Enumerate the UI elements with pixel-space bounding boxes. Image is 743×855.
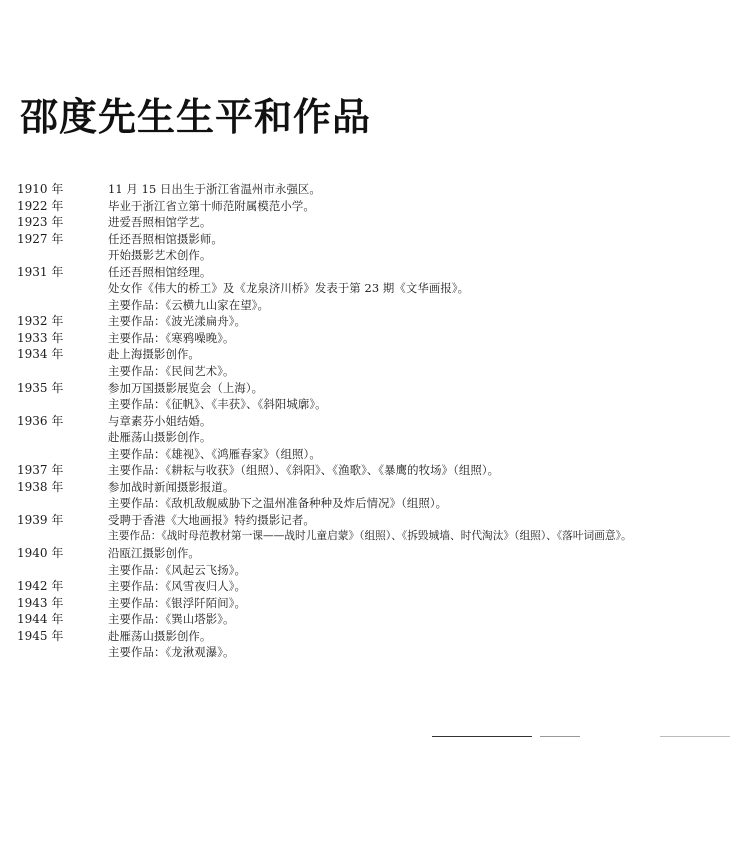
entry-text: 主要作品：《战时母范教材第一课——战时儿童启蒙》（组照）、《拆毁城墙、时代淘汰》（组照）、《落叶词画意》。 xyxy=(108,529,632,543)
entry-text: 开始摄影艺术创作。 xyxy=(108,248,212,263)
timeline-entry xyxy=(0,413,743,430)
timeline-entry xyxy=(0,595,743,612)
entry-year: 1910 年 xyxy=(17,182,64,196)
entry-year: 1940 年 xyxy=(17,546,64,561)
entry-text: 主要作品：《风起云飞扬》。 xyxy=(108,562,246,577)
entry-text: 赴雁荡山摄影创作。 xyxy=(108,628,212,643)
timeline-entry xyxy=(0,313,743,330)
entry-text: 主要作品：《民间艺术》。 xyxy=(108,364,235,379)
timeline-entry xyxy=(0,264,743,281)
entry-year: 1944 年 xyxy=(17,612,64,627)
entry-text: 任还吾照相馆摄影师。 xyxy=(108,231,223,246)
entry-year: 1935 年 xyxy=(17,380,64,395)
entry-text: 主要作品：《波光漾扁舟》。 xyxy=(108,314,246,329)
timeline-entry xyxy=(0,495,743,512)
footer-rule xyxy=(432,736,532,737)
timeline-entry xyxy=(0,611,743,628)
entry-year: 1934 年 xyxy=(17,347,64,362)
entry-text: 主要作品：《雄视》、《鸿雁春家》（组照）。 xyxy=(108,446,321,461)
entry-year: 1945 年 xyxy=(17,628,64,643)
timeline-entry xyxy=(0,396,743,413)
timeline-entry xyxy=(0,346,743,363)
entry-year: 1927 年 xyxy=(17,231,64,246)
entry-text: 赴雁荡山摄影创作。 xyxy=(108,430,212,445)
entry-text: 主要作品：《云横九山家在望》。 xyxy=(108,297,269,312)
timeline xyxy=(0,181,743,661)
entry-text: 主要作品：《寒鸦噪晚》。 xyxy=(108,330,235,345)
timeline-entry xyxy=(0,644,743,661)
entry-text: 受聘于香港《大地画报》特约摄影记者。 xyxy=(108,512,315,527)
timeline-entry xyxy=(0,198,743,215)
entry-year: 1939 年 xyxy=(17,512,64,527)
timeline-entry xyxy=(0,578,743,595)
timeline-entry xyxy=(0,446,743,463)
entry-year: 1937 年 xyxy=(17,463,64,478)
entry-text: 主要作品：《耕耘与收获》（组照）、《斜阳》、《渔歌》、《暴鹰的牧场》（组照）。 xyxy=(108,463,500,478)
timeline-entry xyxy=(0,479,743,496)
entry-text: 主要作品：《龙湫观瀑》。 xyxy=(108,645,235,660)
timeline-entry xyxy=(0,363,743,380)
entry-year: 1942 年 xyxy=(17,579,64,594)
entry-text: 主要作品：《巽山塔影》。 xyxy=(108,612,235,627)
entry-text: 参加万国摄影展览会（上海）。 xyxy=(108,380,264,395)
entry-year: 1933 年 xyxy=(17,330,64,345)
entry-text: 主要作品：《风雪夜归人》。 xyxy=(108,579,246,594)
entry-text: 赴上海摄影创作。 xyxy=(108,347,200,362)
timeline-entry xyxy=(0,528,743,545)
entry-text: 沿瓯江摄影创作。 xyxy=(108,546,200,561)
entry-text: 处女作《伟大的桥工》及《龙泉济川桥》发表于第 23 期《文华画报》。 xyxy=(108,281,470,296)
entry-text: 主要作品：《征帆》、《丰获》、《斜阳城廓》。 xyxy=(108,397,327,412)
timeline-entry xyxy=(0,628,743,645)
entry-text: 主要作品：《银浮阡陌间》。 xyxy=(108,595,246,610)
entry-year: 1943 年 xyxy=(17,595,64,610)
entry-text: 进爱吾照相馆学艺。 xyxy=(108,215,212,230)
page-title: 邵度先生生平和作品 xyxy=(20,95,372,139)
timeline-entry xyxy=(0,545,743,562)
timeline-entry xyxy=(0,214,743,231)
timeline-entry xyxy=(0,231,743,248)
timeline-entry xyxy=(0,429,743,446)
entry-text: 任还吾照相馆经理。 xyxy=(108,264,212,279)
footer-rule xyxy=(540,736,580,737)
entry-text: 主要作品：《敌机敌舰威胁下之温州准备种种及炸后情况》（组照）。 xyxy=(108,496,448,511)
timeline-entry xyxy=(0,330,743,347)
footer-rule xyxy=(660,736,730,737)
timeline-entry xyxy=(0,512,743,529)
entry-year: 1931 年 xyxy=(17,264,64,279)
entry-text: 毕业于浙江省立第十师范附属模范小学。 xyxy=(108,198,315,213)
timeline-entry xyxy=(0,297,743,314)
timeline-entry xyxy=(0,462,743,479)
entry-year: 1923 年 xyxy=(17,215,64,230)
entry-text: 参加战时新闻摄影报道。 xyxy=(108,479,235,494)
timeline-entry xyxy=(0,380,743,397)
entry-text: 11 月 15 日出生于浙江省温州市永强区。 xyxy=(108,182,321,196)
entry-year: 1922 年 xyxy=(17,198,64,213)
timeline-entry xyxy=(0,247,743,264)
entry-year: 1936 年 xyxy=(17,413,64,428)
entry-year: 1938 年 xyxy=(17,479,64,494)
entry-year: 1932 年 xyxy=(17,314,64,329)
timeline-entry xyxy=(0,181,743,198)
timeline-entry xyxy=(0,562,743,579)
timeline-entry xyxy=(0,280,743,297)
entry-text: 与章素芬小姐结婚。 xyxy=(108,413,212,428)
